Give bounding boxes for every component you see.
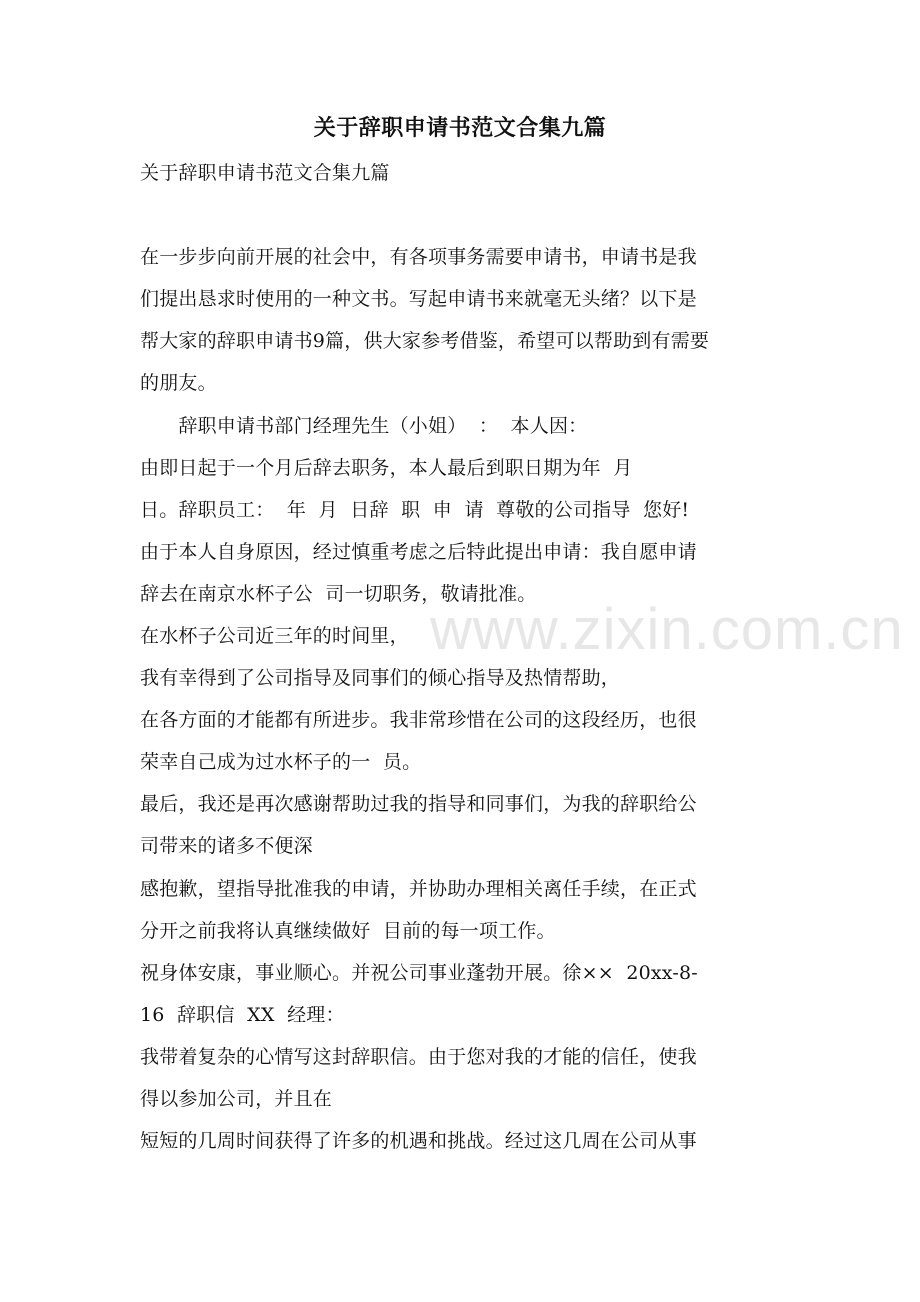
body-line: 在一步步向前开展的社会中，有各项事务需要申请书，申请书是我 (140, 246, 697, 268)
body-line: 16 辞职信 XX 经理： (140, 1004, 345, 1026)
body-line: 辞职申请书部门经理先生（小姐） ： 本人因： (140, 415, 588, 437)
body-line: 感抱歉，望指导批准我的申请，并协助办理相关离任手续，在正式 (140, 878, 697, 900)
body-line: 们提出恳求时使用的一种文书。写起申请书来就毫无头绪？以下是 (140, 288, 697, 310)
body-line: 我有幸得到了公司指导及同事们的倾心指导及热情帮助， (140, 667, 621, 689)
body-line: 祝身体安康，事业顺心。并祝公司事业蓬勃开展。徐×× 20xx-8- (140, 962, 698, 984)
watermark: www.zixin.com.cn (430, 597, 904, 662)
body-line: 荣幸自己成为过水杯子的一 员。 (140, 751, 422, 773)
body-line: 最后，我还是再次感谢帮助过我的指导和同事们，为我的辞职给公 (140, 793, 697, 815)
body-line: 得以参加公司，并且在 (140, 1088, 333, 1110)
body-line: 在各方面的才能都有所进步。我非常珍惜在公司的这段经历，也很 (140, 709, 697, 731)
body-line: 由于本人自身原因，经过慎重考虑之后特此提出申请：我自愿申请 (140, 541, 697, 563)
body-line: 日。辞职员工： 年 月 日辞 职 申 请 尊敬的公司指导 您好! (140, 499, 690, 521)
body-line: 辞去在南京水杯子公 司一切职务，敬请批准。 (140, 583, 537, 605)
body-line: 我带着复杂的心情写这封辞职信。由于您对我的才能的信任，使我 (140, 1046, 697, 1068)
body-line: 由即日起于一个月后辞去职务，本人最后到职日期为年 月 (140, 457, 633, 479)
document-title: 关于辞职申请书范文合集九篇 (313, 115, 607, 141)
body-line: 帮大家的辞职申请书9篇，供大家参考借鉴，希望可以帮助到有需要 (140, 330, 710, 352)
body-line: 的朋友。 (140, 372, 217, 394)
body-line: 分开之前我将认真继续做好 目前的每一项工作。 (140, 920, 556, 942)
subtitle-line: 关于辞职申请书范文合集九篇 (140, 162, 390, 184)
body-line: 在水杯子公司近三年的时间里， (140, 625, 409, 647)
body-line: 司带来的诸多不便深 (140, 835, 313, 857)
body-line: 短短的几周时间获得了许多的机遇和挑战。经过这几周在公司从事 (140, 1130, 697, 1152)
